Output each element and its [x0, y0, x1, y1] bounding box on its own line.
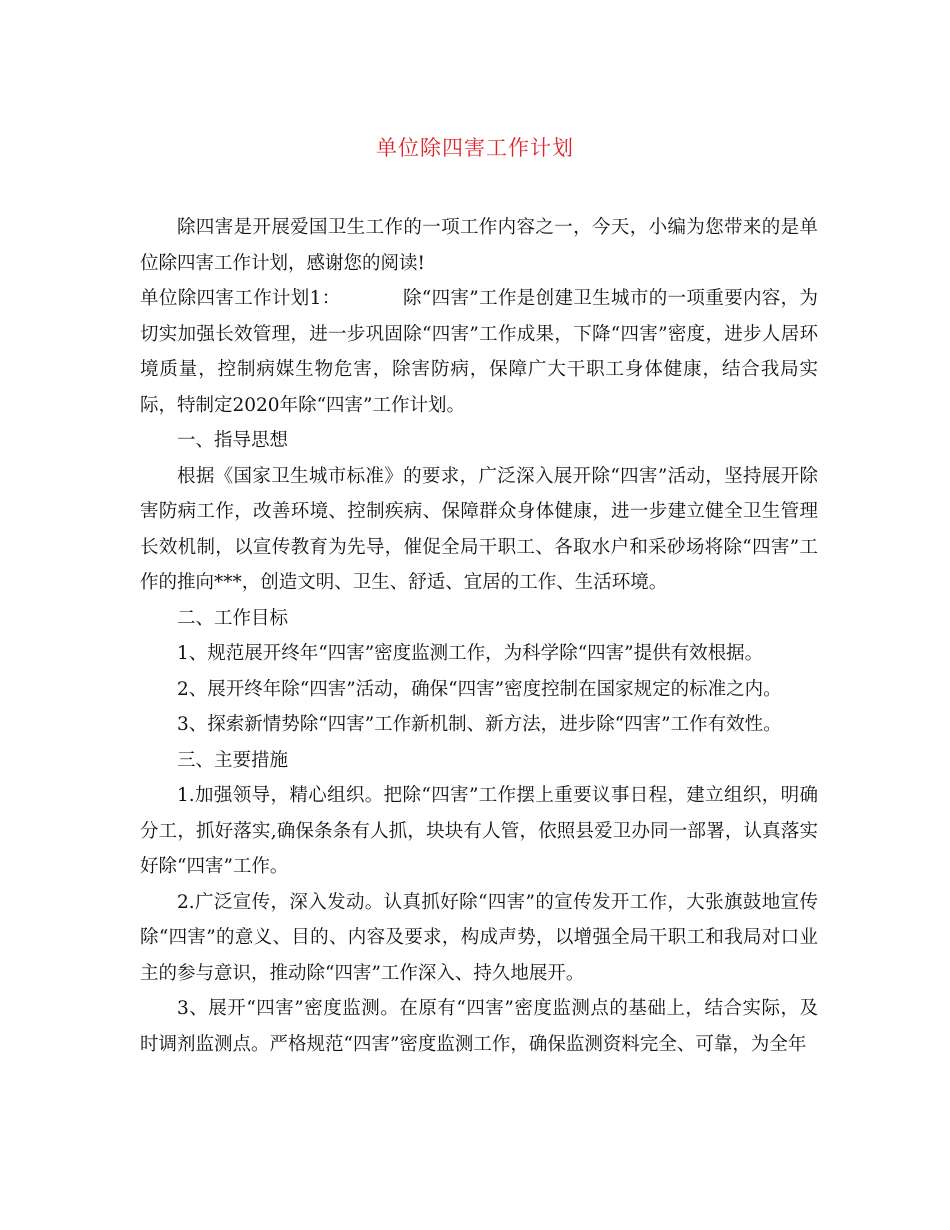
- section-heading-main-measures: 三、主要措施: [177, 749, 289, 771]
- section-heading-guiding-ideology: 一、指导思想: [177, 430, 289, 451]
- measure-item-3: 3、展开“四害”密度监测。在原有“四害”密度监测点的基础上，结合实际，及时调剂监测点。严格规范“四害”密度监测工作，确保监测资料完全、可靠，为全年: [140, 998, 818, 1055]
- plan1-label: 单位除四害工作计划1：: [140, 288, 341, 309]
- plan1-text: 除“四害”工作是创建卫生城市的一项重要内容，为切实加强长效管理，进一步巩固除“四害”工作成果，下降“四害”密度，进步人居环境质量，控制病媒生物危害，除害防病，保障广大干职工身体健康，结合我局实际，特制定2020年除“四害”工作计划。: [140, 288, 818, 416]
- goal-item-3: 3、探索新情势除“四害”工作新机制、新方法，进步除“四害”工作有效性。: [177, 714, 782, 735]
- document-title: 单位除四害工作计划: [376, 136, 574, 160]
- measure-item-2: 2.广泛宣传，深入发动。认真抓好除“四害”的宣传发开工作，大张旗鼓地宣传除“四害”的意义、目的、内容及要求，构成声势，以增强全局干职工和我局对口业主的参与意识，推动除“四害”工作深入、持久地展开。: [140, 891, 818, 984]
- measure-item-1: 1.加强领导，精心组织。把除“四害”工作摆上重要议事日程，建立组织，明确分工，抓好落实,确保条条有人抓，块块有人管，依照县爱卫办同一部署，认真落实好除“四害”工作。: [140, 785, 818, 877]
- intro-paragraph: 除四害是开展爱国卫生工作的一项工作内容之一，今天，小编为您带来的是单位除四害工作计划，感谢您的阅读!: [140, 217, 818, 274]
- goal-item-2: 2、展开终年除“四害”活动，确保“四害”密度控制在国家规定的标准之内。: [177, 678, 782, 700]
- guiding-ideology-paragraph: 根据《国家卫生城市标准》的要求，广泛深入展开除“四害”活动，坚持展开除害防病工作，改善环境、控制疾病、保障群众身体健康，进一步建立健全卫生管理长效机制，以宣传教育为先导，催促全局干职工、各取水户和采砂场将除“四害”工作的推向***，创造文明、卫生、舒适、宜居的工作、生活环境。: [140, 465, 818, 593]
- goal-item-1: 1、规范展开终年“四害”密度监测工作，为科学除“四害”提供有效根据。: [177, 643, 764, 664]
- section-heading-work-goals: 二、工作目标: [177, 607, 289, 629]
- document-body: [140, 210, 818, 1062]
- plan1-paragraph: [140, 281, 818, 423]
